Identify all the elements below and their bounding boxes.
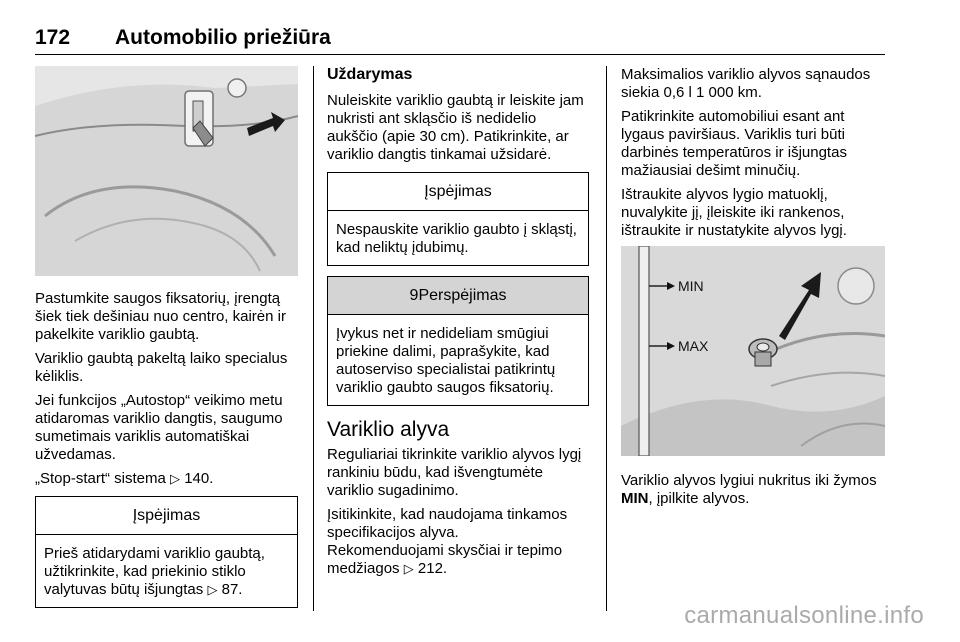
paragraph: Reguliariai tikrinkite variklio alyvos lygį rankiniu būdu, kad išvengtumėte variklio sugadinimo.: [327, 446, 582, 499]
warning-box: [327, 172, 589, 266]
paragraph: Ištraukite alyvos lygio matuoklį, nuvalykite jį, įleiskite iki rankenos, ištraukite ir nustatykite alyvos lygį.: [621, 186, 847, 239]
dipstick-illustration: [621, 246, 885, 456]
page-header: [35, 26, 885, 55]
section-heading: Uždarymas: [327, 66, 413, 83]
warning-text: Prieš atidarydami variklio gaubtą, užtikrinkite, kad priekinio stiklo valytuvas būtų išjungtas: [44, 545, 265, 598]
paragraph: Patikrinkite automobiliui esant ant lygaus paviršiaus. Variklis turi būti darbinės temperatūros ir išjungtas mažiausiai dešimt minučių.: [621, 108, 847, 179]
paragraph-text: , įpilkite alyvos.: [648, 490, 750, 507]
paragraph: [621, 472, 886, 508]
danger-symbol: 9: [409, 287, 419, 304]
paragraph: Nuleiskite variklio gaubtą ir leiskite jam nukristi ant skląsčio iš nedidelio aukščio (apie 30 cm). Patikrinkite, ar variklio dangtis tinkamai užsidarė.: [327, 92, 584, 163]
paragraph-text: Variklio alyvos lygiui nukritus iki žymos: [621, 472, 877, 489]
running-title: Automobilio priežiūra: [115, 26, 331, 49]
paragraph: [327, 542, 589, 578]
warning-body: Nespauskite variklio gaubto į skląstį, kad neliktų įdubimų.: [336, 221, 577, 256]
page-reference-arrow-icon: ▷: [403, 561, 414, 576]
column-divider: [606, 66, 607, 611]
paragraph: Jei funkcijos „Autostop“ veikimo metu atidaromas variklio dangtis, saugumo sumetimais variklis automatiškai užvedamas.: [35, 392, 283, 463]
dipstick-max-label: MAX: [678, 338, 709, 354]
warning-title: Įspėjimas: [36, 497, 297, 535]
page-reference: 140.: [184, 470, 214, 487]
danger-title-text: Perspėjimas: [418, 287, 507, 304]
danger-box: [327, 276, 589, 406]
page-number: 172: [35, 26, 71, 49]
paragraph: Variklio gaubtą pakeltą laiko specialus kėliklis.: [35, 350, 288, 385]
page-reference: 212.: [417, 560, 448, 577]
paragraph-text: „Stop-start“ sistema: [35, 470, 171, 487]
column-right: [621, 66, 886, 514]
column-divider: [313, 66, 314, 611]
column-middle: [327, 66, 589, 584]
section-title: Variklio alyva: [327, 418, 450, 441]
hood-latch-illustration: [35, 66, 298, 276]
danger-title: [328, 277, 588, 315]
paragraph: [35, 470, 298, 488]
watermark: carmanualsonline.info: [684, 602, 924, 629]
bold-term: MIN: [621, 490, 649, 507]
dipstick-min-label: MIN: [678, 278, 704, 294]
paragraph: Pastumkite saugos fiksatorių, įrengtą šiek tiek dešiniau nuo centro, kairėn ir pakelkite variklio gaubtą.: [35, 290, 286, 343]
column-left: [35, 66, 298, 618]
paragraph: Maksimalios variklio alyvos sąnaudos siekia 0,6 l 1 000 km.: [621, 66, 871, 101]
page-reference: 87.: [221, 581, 243, 598]
page-reference-arrow-icon: ▷: [207, 582, 218, 597]
warning-body: [36, 535, 297, 607]
warning-title: Įspėjimas: [328, 173, 588, 211]
paragraph: Įsitikinkite, kad naudojama tinkamos specifikacijos alyva.: [327, 506, 568, 541]
paragraph-text: Rekomenduojami skysčiai ir tepimo medžiagos: [327, 542, 563, 577]
danger-body: Įvykus net ir nedideliam smūgiui priekine dalimi, paprašykite, kad autoserviso specialistai patikrintų variklio gaubto saugos fiksatorių.: [336, 325, 556, 396]
warning-box: [35, 496, 298, 608]
page-reference-arrow-icon: ▷: [170, 471, 181, 486]
